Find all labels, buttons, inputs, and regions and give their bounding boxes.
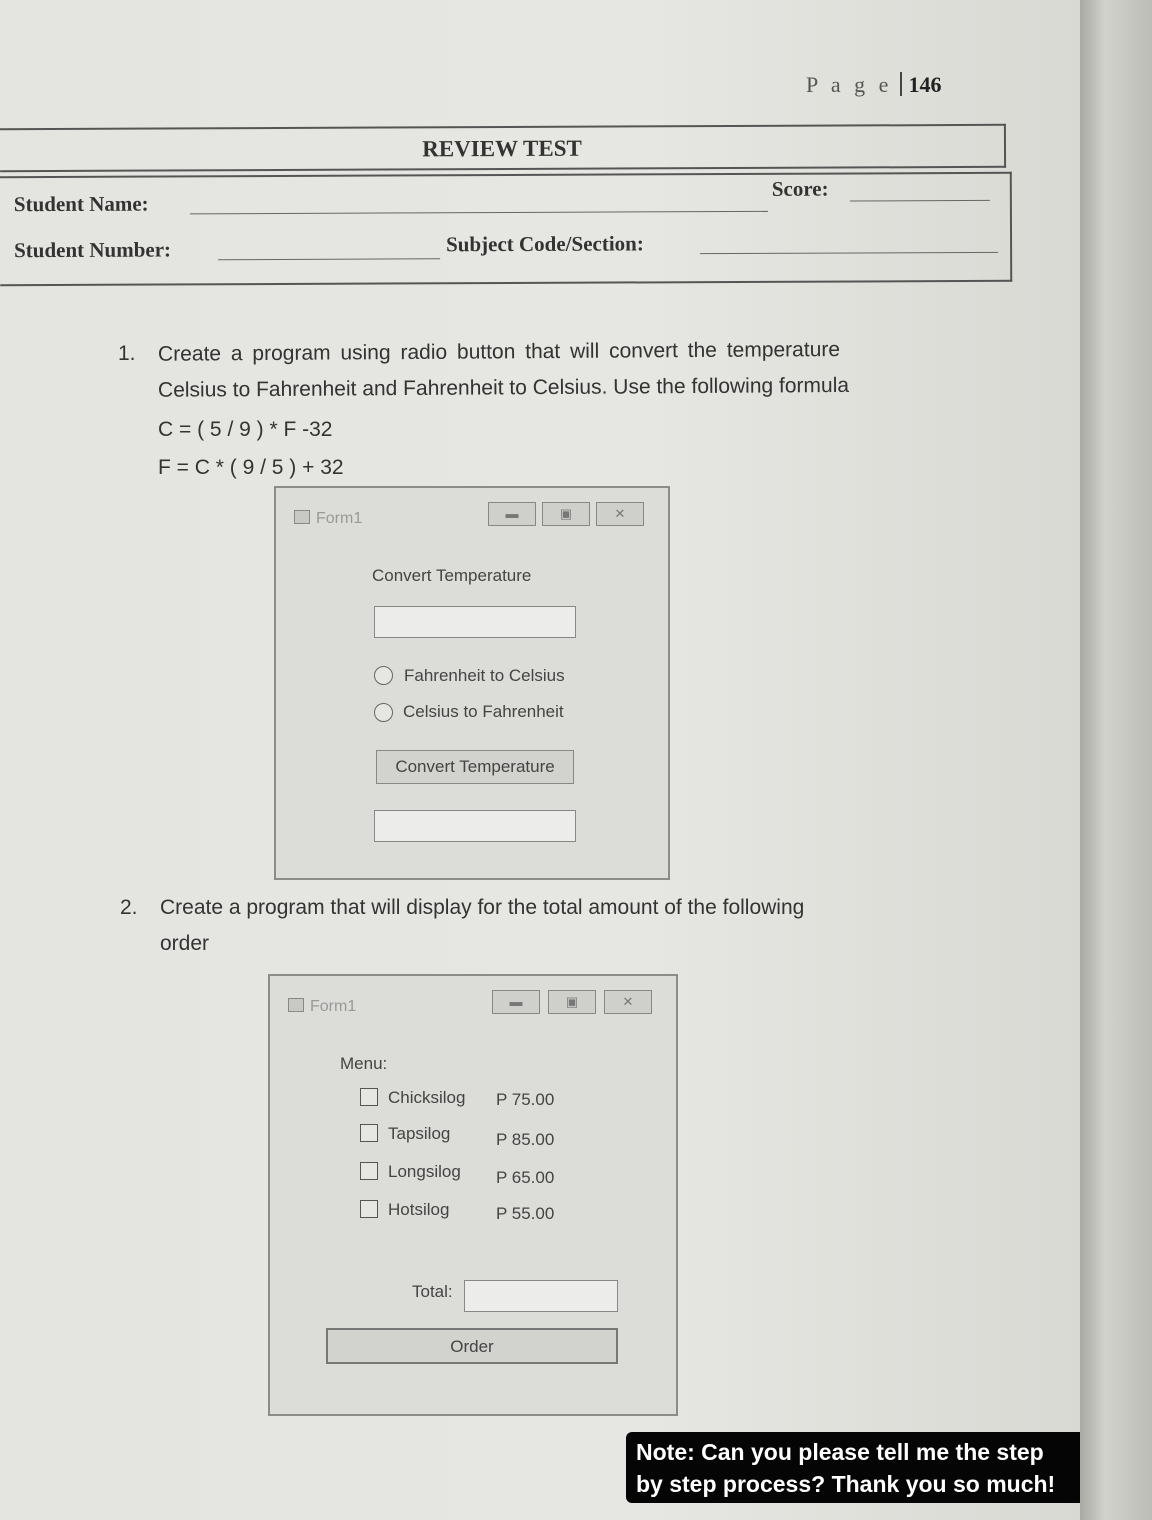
- question2-number: 2.: [120, 896, 138, 919]
- form2-title: [288, 998, 356, 1016]
- minimize-button[interactable]: [492, 990, 540, 1014]
- maximize-icon: ▣: [559, 506, 573, 521]
- student-name-label: Student Name:: [13, 191, 149, 217]
- close-icon: ✕: [614, 506, 626, 521]
- maximize-icon: ▣: [565, 994, 579, 1009]
- form-icon: [288, 998, 304, 1012]
- question2-line1: Create a program that will display for the total amount of the following: [160, 896, 805, 919]
- student-number-label: Student Number:: [14, 237, 172, 263]
- note-line2: by step process? Thank you so much!: [636, 1471, 1056, 1497]
- formula-fahrenheit: F = C * ( 9 / 5 ) + 32: [158, 456, 344, 479]
- radio-f-to-c[interactable]: [374, 666, 393, 685]
- review-title-box: [0, 124, 1006, 172]
- item-name: Tapsilog: [388, 1124, 451, 1143]
- order-form-window: [268, 974, 678, 1416]
- convert-heading: Convert Temperature: [372, 566, 532, 585]
- temperature-form-window: [274, 486, 670, 880]
- minimize-icon: ▬: [505, 506, 519, 521]
- formula-celsius: C = ( 5 / 9 ) * F -32: [158, 418, 333, 441]
- item-name: Longsilog: [388, 1162, 461, 1181]
- radio-c-to-f-label: Celsius to Fahrenheit: [403, 702, 564, 721]
- subject-code-line: [700, 252, 998, 254]
- checkbox-tapsilog[interactable]: [360, 1124, 378, 1142]
- close-button[interactable]: [596, 502, 644, 526]
- page-number: [806, 72, 941, 98]
- student-name-line: [190, 211, 768, 215]
- checkbox-hotsilog[interactable]: [360, 1200, 378, 1218]
- total-label: Total:: [412, 1282, 453, 1301]
- radio-f-to-c-label: Fahrenheit to Celsius: [404, 666, 565, 685]
- form1-title-text: Form1: [316, 510, 363, 527]
- note-line1: Note: Can you please tell me the step: [636, 1439, 1044, 1465]
- close-icon: ✕: [622, 994, 634, 1009]
- total-output[interactable]: [464, 1280, 618, 1312]
- menu-label: Menu:: [340, 1054, 388, 1073]
- student-info-box: [0, 172, 1012, 286]
- checkbox-longsilog[interactable]: [360, 1162, 378, 1180]
- minimize-button[interactable]: [488, 502, 536, 526]
- question1-line1: Create a program using radio button that will convert the temperature: [157, 337, 841, 366]
- page-divider: [900, 72, 902, 96]
- subject-code-label: Subject Code/Section:: [446, 231, 644, 257]
- form2-title-text: Form1: [310, 998, 357, 1015]
- temperature-input[interactable]: [374, 606, 576, 638]
- form-icon: [294, 510, 310, 524]
- maximize-button[interactable]: [542, 502, 590, 526]
- note-overlay: [626, 1432, 1089, 1503]
- question1-number: 1.: [118, 342, 136, 365]
- score-label: Score:: [771, 176, 829, 201]
- review-title: REVIEW TEST: [422, 135, 582, 162]
- checkbox-chicksilog[interactable]: [360, 1088, 378, 1106]
- result-output[interactable]: [374, 810, 576, 842]
- page-number-value: 146: [908, 72, 942, 97]
- item-name: Hotsilog: [388, 1200, 450, 1219]
- item-price: P 85.00: [496, 1130, 555, 1149]
- convert-temperature-button[interactable]: Convert Temperature: [376, 750, 574, 784]
- item-price: P 75.00: [496, 1090, 555, 1109]
- item-price: P 55.00: [496, 1204, 555, 1223]
- form1-title: [294, 510, 362, 528]
- radio-c-to-f[interactable]: [374, 703, 393, 722]
- item-name: Chicksilog: [388, 1088, 466, 1107]
- question2-line2: order: [160, 932, 210, 955]
- close-button[interactable]: [604, 990, 652, 1014]
- score-line: [850, 200, 990, 202]
- item-price: P 65.00: [496, 1168, 555, 1187]
- student-number-line: [218, 258, 440, 260]
- page-label: P a g e: [806, 72, 893, 97]
- maximize-button[interactable]: [548, 990, 596, 1014]
- question1-line2: Celsius to Fahrenheit and Fahrenheit to Celsius. Use the following formula: [157, 373, 850, 402]
- page-edge: [1080, 0, 1152, 1520]
- minimize-icon: ▬: [509, 994, 523, 1009]
- order-button[interactable]: Order: [326, 1328, 618, 1364]
